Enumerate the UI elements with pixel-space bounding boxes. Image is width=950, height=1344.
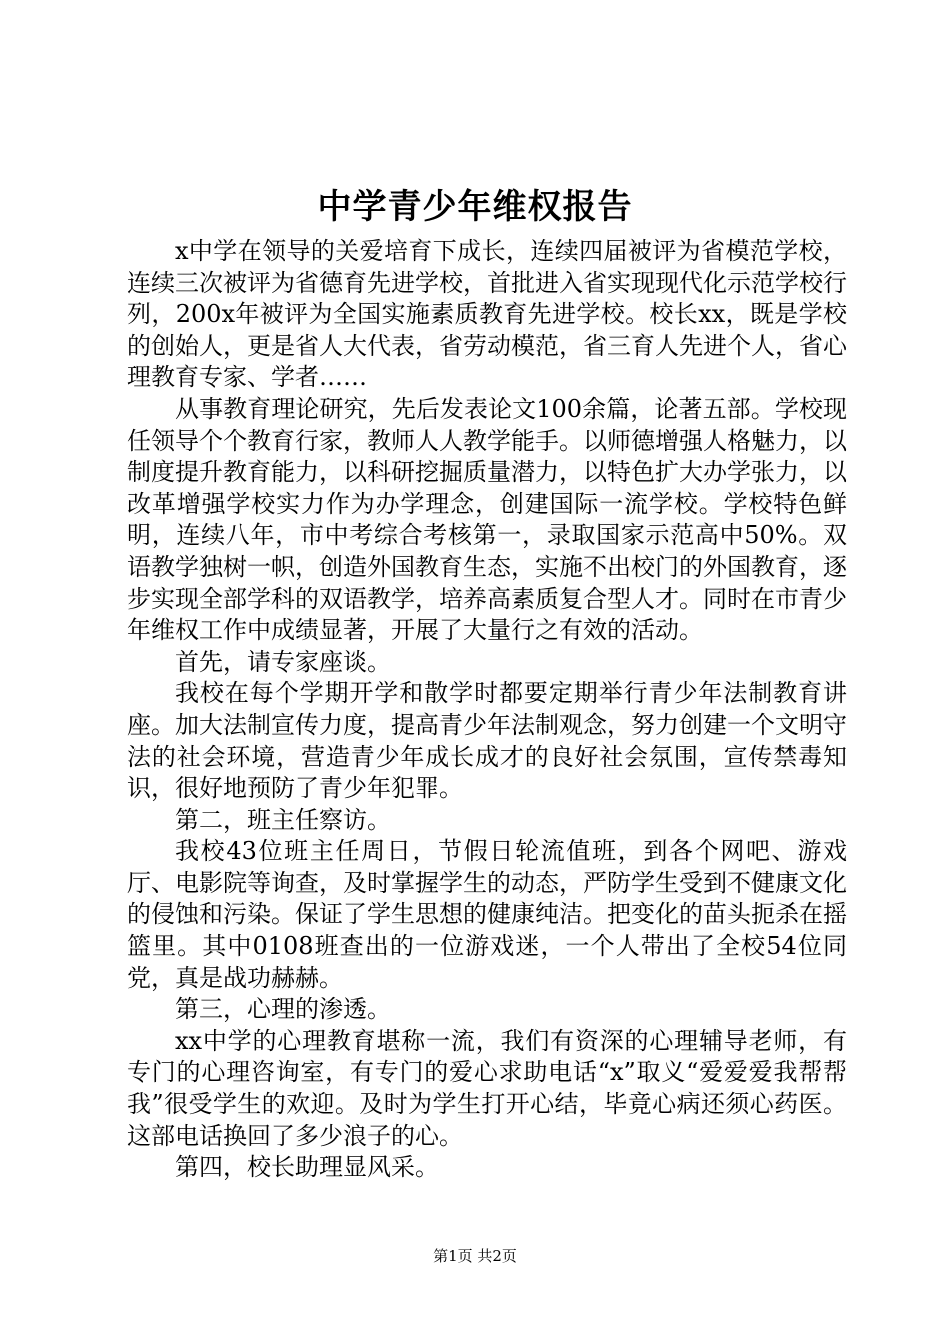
paragraph-psychology: xx中学的心理教育堪称一流，我们有资深的心理辅导老师，有专门的心理咨询室，有专门的爱心求助电话“x”取义“爱爱爱我帮帮我”很受学生的欢迎。及时为学生打开心结，毕竟心病还须心药医。这部电话换回了多少浪子的心。 [127,1026,847,1150]
paragraph-research: 从事教育理论研究，先后发表论文100余篇，论著五部。学校现任领导个个教育行家，教师人人教学能手。以师德增强人格魅力，以制度提升教育能力，以科研挖掘质量潜力，以特色扩大办学张力，以改革增强学校实力作为办学理念，创建国际一流学校。学校特色鲜明，连续八年，市中考综合考核第一，录取国家示范高中50%。双语教学独树一帜，创造外国教育生态，实施不出校门的外国教育，逐步实现全部学科的双语教学，培养高素质复合型人才。同时在市青少年维权工作中成绩显著，开展了大量行之有效的活动。 [127,394,847,645]
section-heading-second: 第二，班主任察访。 [175,805,391,834]
document-body [127,236,847,1184]
paragraph-intro: x中学在领导的关爱培育下成长，连续四届被评为省模范学校，连续三次被评为省德育先进学校，首批进入省实现现代化示范学校行列，200x年被评为全国实施素质教育先进学校。校长xx，既是学校的创始人，更是省人大代表，省劳动模范，省三育人先进个人，省心理教育专家、学者…… [127,237,847,392]
section-heading-fourth: 第四，校长助理显风采。 [175,1153,439,1182]
paragraph-teacher-patrol: 我校43位班主任周日，节假日轮流值班，到各个网吧、游戏厅、电影院等询查，及时掌握学生的动态，严防学生受到不健康文化的侵蚀和污染。保证了学生思想的健康纯洁。把变化的苗头扼杀在摇篮里。其中0108班查出的一位游戏迷，一个人带出了全校54位同党，真是战功赫赫。 [127,837,847,992]
paragraph-law-lectures: 我校在每个学期开学和散学时都要定期举行青少年法制教育讲座。加大法制宣传力度，提高青少年法制观念，努力创建一个文明守法的社会环境，营造青少年成长成才的良好社会氛围，宣传禁毒知识，很好地预防了青少年犯罪。 [127,679,847,803]
section-heading-first: 首先，请专家座谈。 [175,647,391,676]
document-title: 中学青少年维权报告 [317,187,633,227]
section-heading-third: 第三，心理的渗透。 [175,995,391,1024]
page-footer: 第1页 共2页 [433,1247,517,1265]
